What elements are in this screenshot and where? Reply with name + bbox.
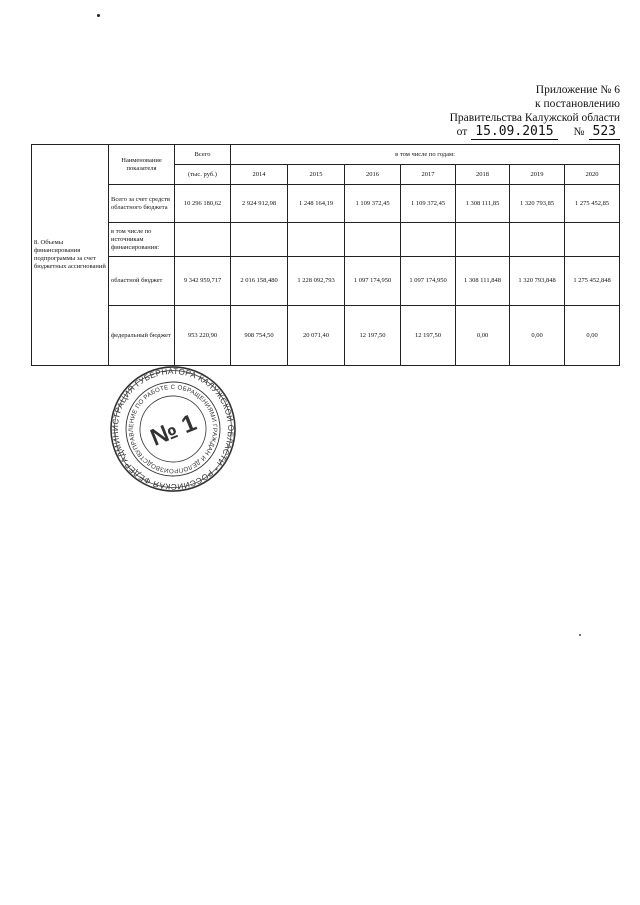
row-value: 1 228 092,793 (288, 257, 345, 306)
row-value (510, 223, 565, 257)
row-total (175, 223, 231, 257)
row-value: 2 016 158,480 (231, 257, 288, 306)
year-header: 2014 (231, 165, 288, 185)
number-prefix: № (573, 126, 585, 138)
row-value: 1 109 372,45 (401, 185, 456, 223)
appendix-title: Приложение № 6 (535, 84, 620, 96)
row-value (456, 223, 510, 257)
table-row (32, 257, 620, 306)
row-value (345, 223, 401, 257)
row-value: 1 275 452,848 (565, 257, 620, 306)
row-value: 908 754,50 (231, 306, 288, 366)
row-value: 12 197,50 (345, 306, 401, 366)
row-value: 1 308 111,848 (456, 257, 510, 306)
row-value: 12 197,50 (401, 306, 456, 366)
section-label-cell (32, 145, 109, 366)
seal-inner-text: УПРАВЛЕНИЕ ПО РАБОТЕ С ОБРАЩЕНИЯМИ ГРАЖДАН И ДЕЛОПРОИЗВОДСТВУ (127, 383, 219, 475)
row-name: федеральный бюджет (109, 306, 175, 366)
row-value: 1 097 174,950 (401, 257, 456, 306)
issuing-authority: Правительства Калужской области (449, 112, 620, 124)
seal-center-number: № 1 (146, 409, 201, 452)
header-years-cell: в том числе по годам: (231, 145, 620, 165)
row-value: 0,00 (510, 306, 565, 366)
financing-table (31, 144, 620, 366)
header-unit-cell: (тыс. руб.) (175, 165, 231, 185)
header-total-cell: Всего (175, 145, 231, 165)
row-value: 1 320 793,85 (510, 185, 565, 223)
row-value: 1 109 372,45 (345, 185, 401, 223)
row-name: областной бюджет (109, 257, 175, 306)
appendix-subtitle: к постановлению (535, 98, 620, 110)
row-value (401, 223, 456, 257)
row-value: 1 308 111,85 (456, 185, 510, 223)
row-total: 10 296 180,62 (175, 185, 231, 223)
date-prefix: от (456, 126, 468, 138)
official-seal-stamp (108, 364, 238, 494)
row-value (288, 223, 345, 257)
table-row (32, 306, 620, 366)
row-value: 20 071,40 (288, 306, 345, 366)
row-value: 1 248 164,19 (288, 185, 345, 223)
seal-outer-text: АДМИНИСТРАЦИЯ ГУБЕРНАТОРА КАЛУЖСКОЙ ОБЛАСТИ * РОССИЙСКАЯ ФЕДЕРАЦИЯ (110, 366, 236, 492)
appendix-header (450, 83, 620, 140)
row-name: в том числе по источникам финансирования: (109, 223, 175, 257)
row-value: 1 320 793,848 (510, 257, 565, 306)
row-value: 0,00 (456, 306, 510, 366)
year-header: 2019 (510, 165, 565, 185)
year-header: 2015 (288, 165, 345, 185)
year-header: 2018 (456, 165, 510, 185)
row-value: 0,00 (565, 306, 620, 366)
row-value: 1 097 174,950 (345, 257, 401, 306)
table-row (32, 223, 620, 257)
header-name-cell: Наименование показателя (109, 145, 175, 185)
decree-date: 15.09.2015 (471, 125, 557, 140)
row-total: 953 220,90 (175, 306, 231, 366)
row-value: 2 924 912,98 (231, 185, 288, 223)
row-name: Всего за счет средств областного бюджета (109, 185, 175, 223)
row-value (231, 223, 288, 257)
section-label: 8. Объемы финансирования подпрограммы за счет бюджетных ассигнований (34, 239, 106, 270)
year-header: 2020 (565, 165, 620, 185)
scan-speck (579, 634, 581, 636)
table-row (32, 185, 620, 223)
row-total: 9 342 959,717 (175, 257, 231, 306)
decree-reference (450, 125, 620, 140)
scan-speck (97, 14, 100, 17)
row-value (565, 223, 620, 257)
row-value: 1 275 452,85 (565, 185, 620, 223)
year-header: 2016 (345, 165, 401, 185)
year-header: 2017 (401, 165, 456, 185)
decree-number: 523 (589, 125, 620, 140)
